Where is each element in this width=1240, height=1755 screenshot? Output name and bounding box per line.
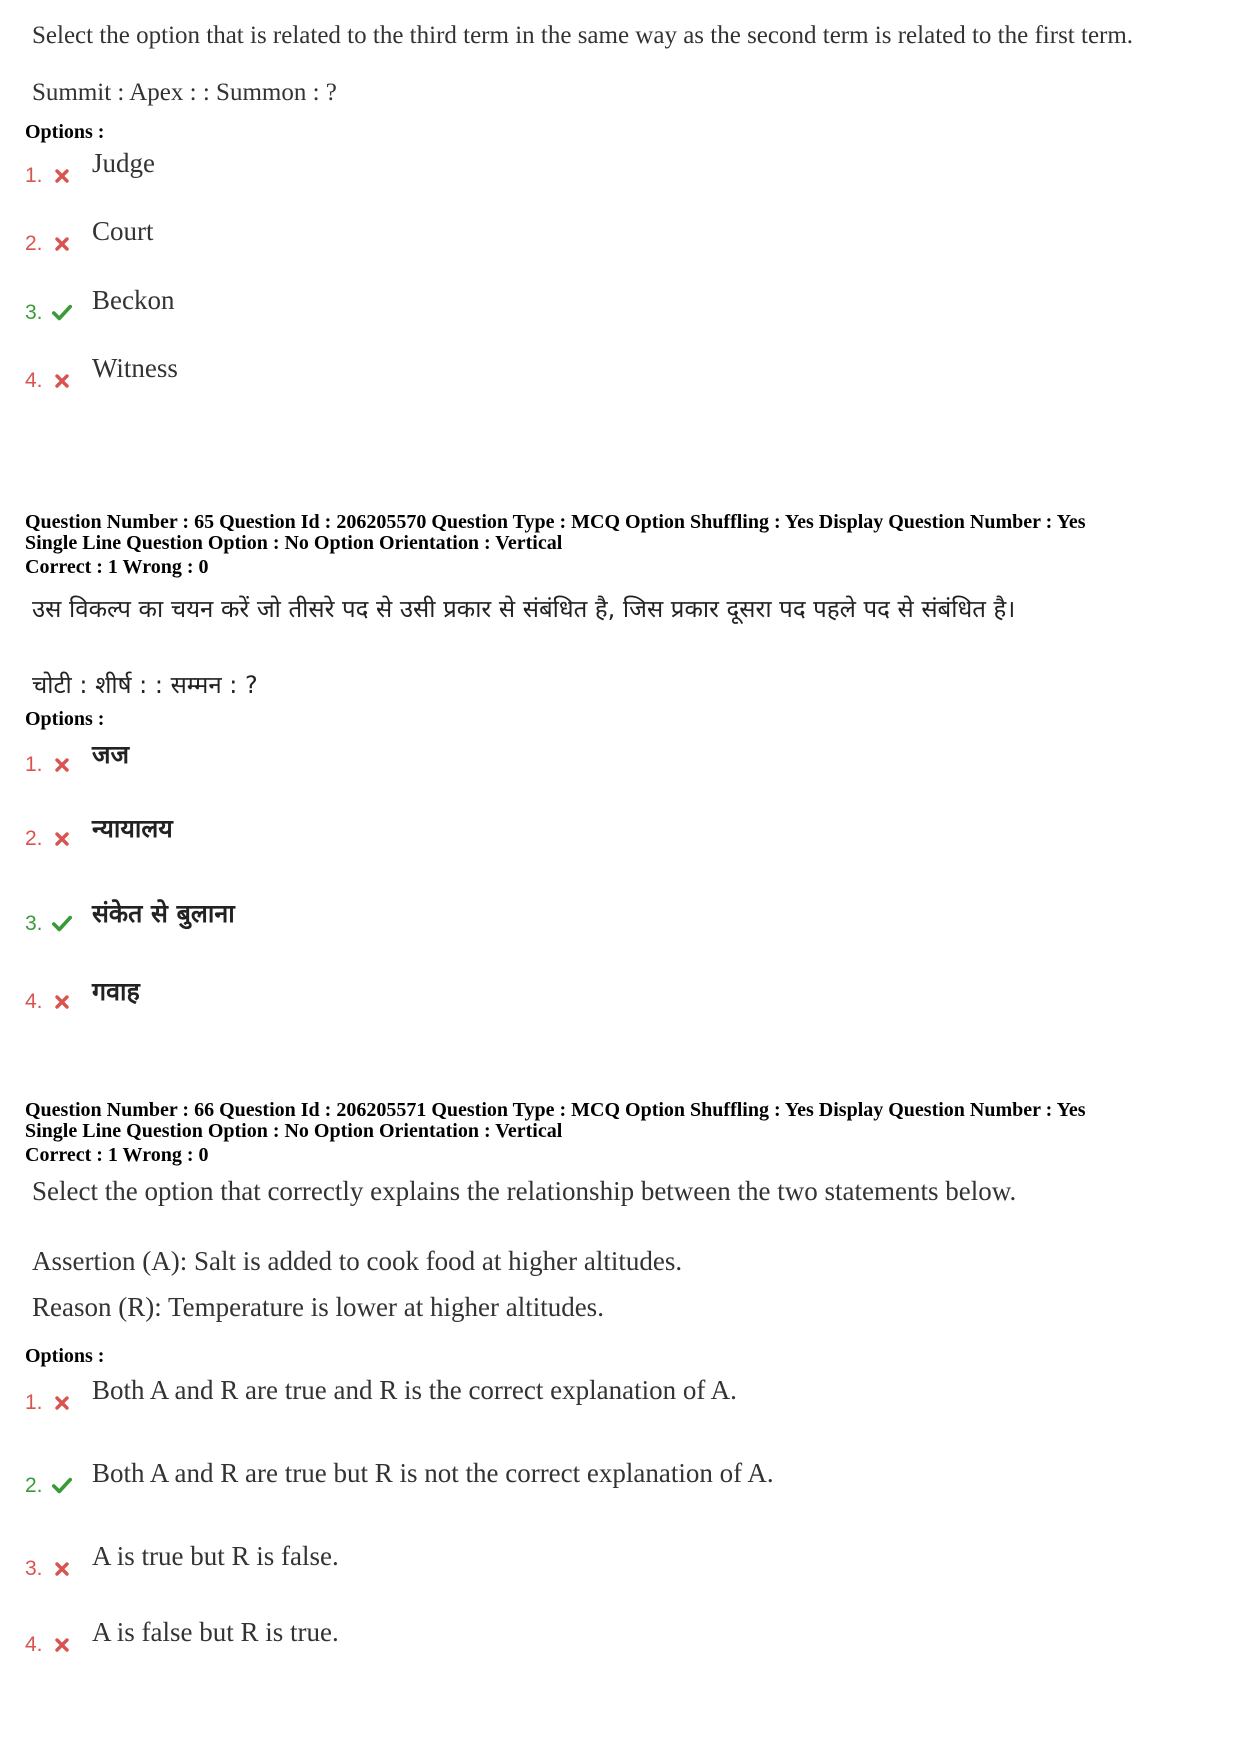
option-text: Witness <box>92 353 178 383</box>
option-number: 3. <box>25 1557 43 1580</box>
check-icon <box>52 303 72 323</box>
check-icon <box>52 1476 72 1496</box>
option-text: संकेत से बुलाना <box>92 899 235 928</box>
q66-reason: Reason (R): Temperature is lower at higher altitudes. <box>32 1292 604 1322</box>
cross-icon <box>52 992 72 1012</box>
option-text: न्यायालय <box>92 814 173 843</box>
q66-meta-line-1: Question Number : 66 Question Id : 206205571 Question Type : MCQ Option Shuffling : Yes Display Question Number : Yes <box>25 1099 1086 1121</box>
check-icon <box>52 914 72 934</box>
q66-option-4 <box>25 1617 1025 1657</box>
q66-assertion: Assertion (A): Salt is added to cook food at higher altitudes. <box>32 1246 683 1276</box>
cross-icon <box>52 166 72 186</box>
cross-icon <box>52 1559 72 1579</box>
q64-option-2 <box>25 216 1025 256</box>
q66-option-3 <box>25 1541 1025 1581</box>
option-number: 4. <box>25 990 43 1013</box>
cross-icon <box>52 755 72 775</box>
option-text: जज <box>92 740 130 769</box>
q65-marks: Correct : 1 Wrong : 0 <box>25 556 209 578</box>
cross-icon <box>52 1635 72 1655</box>
q64-options-label: Options : <box>25 121 105 143</box>
option-number: 3. <box>25 301 43 324</box>
cross-icon <box>52 829 72 849</box>
q65-meta-line-2: Single Line Question Option : No Option Orientation : Vertical <box>25 532 563 554</box>
option-text: Beckon <box>92 285 175 315</box>
q65-options-label: Options : <box>25 708 105 730</box>
q66-stem: Select the option that correctly explains the relationship between the two statements below. <box>32 1176 1017 1206</box>
option-text: Both A and R are true and R is the correct explanation of A. <box>92 1375 737 1405</box>
q65-option-1 <box>25 737 1025 777</box>
q65-option-4 <box>25 974 1025 1014</box>
q65-meta-line-1: Question Number : 65 Question Id : 206205570 Question Type : MCQ Option Shuffling : Yes Display Question Number : Yes <box>25 511 1086 533</box>
q66-option-2 <box>25 1458 1025 1498</box>
option-number: 1. <box>25 164 43 187</box>
option-text: गवाह <box>92 977 140 1006</box>
q65-option-2 <box>25 811 1025 851</box>
q66-option-1 <box>25 1375 1025 1415</box>
option-number: 1. <box>25 753 43 776</box>
option-text: Court <box>92 216 154 246</box>
q65-option-3 <box>25 896 1025 936</box>
cross-icon <box>52 234 72 254</box>
q64-option-1 <box>25 148 1025 188</box>
q66-meta-line-2: Single Line Question Option : No Option Orientation : Vertical <box>25 1120 563 1142</box>
q66-marks: Correct : 1 Wrong : 0 <box>25 1144 209 1166</box>
cross-icon <box>52 1393 72 1413</box>
q65-stem: उस विकल्प का चयन करें जो तीसरे पद से उसी प्रकार से संबंधित है, जिस प्रकार दूसरा पद पहले पद से संबंधित है। <box>32 595 1016 623</box>
option-number: 2. <box>25 827 43 850</box>
option-number: 3. <box>25 912 43 935</box>
q64-option-3 <box>25 285 1025 325</box>
q65-analogy: चोटी : शीर्ष : : सम्मन : ? <box>32 671 258 699</box>
cross-icon <box>52 371 72 391</box>
q66-options-label: Options : <box>25 1345 105 1367</box>
option-number: 2. <box>25 232 43 255</box>
option-text: Both A and R are true but R is not the correct explanation of A. <box>92 1458 774 1488</box>
q64-stem: Select the option that is related to the third term in the same way as the second term is related to the first term. <box>32 22 1134 49</box>
q64-analogy: Summit : Apex : : Summon : ? <box>32 79 337 106</box>
option-number: 4. <box>25 1633 43 1656</box>
q64-option-4 <box>25 353 1025 393</box>
option-number: 4. <box>25 369 43 392</box>
option-number: 2. <box>25 1474 43 1497</box>
option-text: A is false but R is true. <box>92 1617 339 1647</box>
option-number: 1. <box>25 1391 43 1414</box>
option-text: Judge <box>92 148 155 178</box>
option-text: A is true but R is false. <box>92 1541 339 1571</box>
